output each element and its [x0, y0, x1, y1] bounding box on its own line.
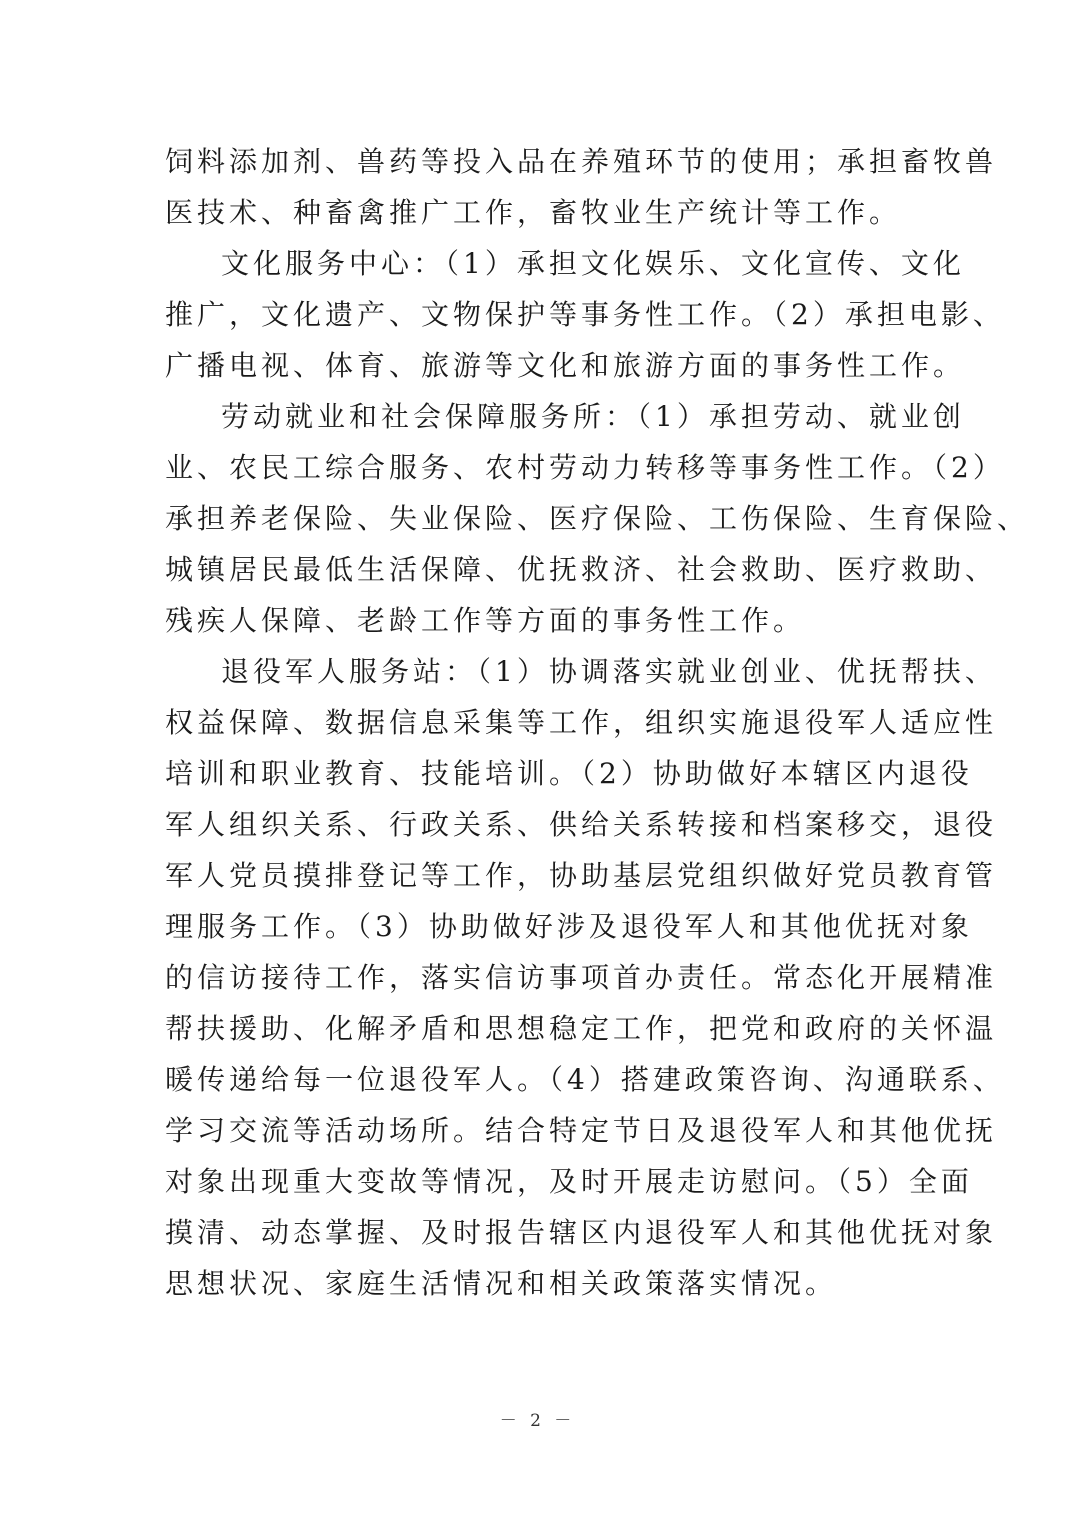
text-line: 权益保障、数据信息采集等工作，组织实施退役军人适应性 — [165, 706, 998, 739]
text-line: 文化服务中心：（1）承担文化娱乐、文化宣传、文化 — [221, 247, 965, 280]
page-number: － 2 － — [499, 1411, 576, 1431]
text-line: 劳动就业和社会保障服务所：（1）承担劳动、就业创 — [221, 400, 965, 433]
text-line: 残疾人保障、老龄工作等方面的事务性工作。 — [165, 604, 806, 637]
text-line: 承担养老保险、失业保险、医疗保险、工伤保险、生育保险、 — [165, 502, 1030, 535]
text-line: 的信访接待工作，落实信访事项首办责任。常态化开展精准 — [165, 961, 998, 994]
text-line: 医技术、种畜禽推广工作，畜牧业生产统计等工作。 — [165, 196, 902, 229]
text-line: 广播电视、体育、旅游等文化和旅游方面的事务性工作。 — [165, 349, 966, 382]
text-line: 军人组织关系、行政关系、供给关系转接和档案移交，退役 — [165, 808, 998, 841]
text-line: 退役军人服务站：（1）协调落实就业创业、优抚帮扶、 — [221, 655, 997, 688]
text-line: 推广，文化遗产、文物保护等事务性工作。（2）承担电影、 — [165, 298, 1005, 331]
text-line: 摸清、动态掌握、及时报告辖区内退役军人和其他优抚对象 — [165, 1216, 998, 1249]
text-line: 帮扶援助、化解矛盾和思想稳定工作，把党和政府的关怀温 — [165, 1012, 998, 1045]
text-line: 业、农民工综合服务、农村劳动力转移等事务性工作。（2） — [165, 451, 1005, 484]
text-line: 学习交流等活动场所。结合特定节日及退役军人和其他优抚 — [165, 1114, 998, 1147]
text-line: 理服务工作。（3）协助做好涉及退役军人和其他优抚对象 — [165, 910, 973, 943]
text-line: 思想状况、家庭生活情况和相关政策落实情况。 — [165, 1267, 838, 1300]
text-line: 暖传递给每一位退役军人。（4）搭建政策咨询、沟通联系、 — [165, 1063, 1005, 1096]
document-body — [165, 136, 1030, 1309]
text-line: 军人党员摸排登记等工作，协助基层党组织做好党员教育管 — [165, 859, 998, 892]
text-line: 饲料添加剂、兽药等投入品在养殖环节的使用；承担畜牧兽 — [165, 145, 998, 178]
text-line: 城镇居民最低生活保障、优抚救济、社会救助、医疗救助、 — [165, 553, 998, 586]
text-line: 培训和职业教育、技能培训。（2）协助做好本辖区内退役 — [165, 757, 973, 790]
text-line: 对象出现重大变故等情况，及时开展走访慰问。（5）全面 — [165, 1165, 973, 1198]
